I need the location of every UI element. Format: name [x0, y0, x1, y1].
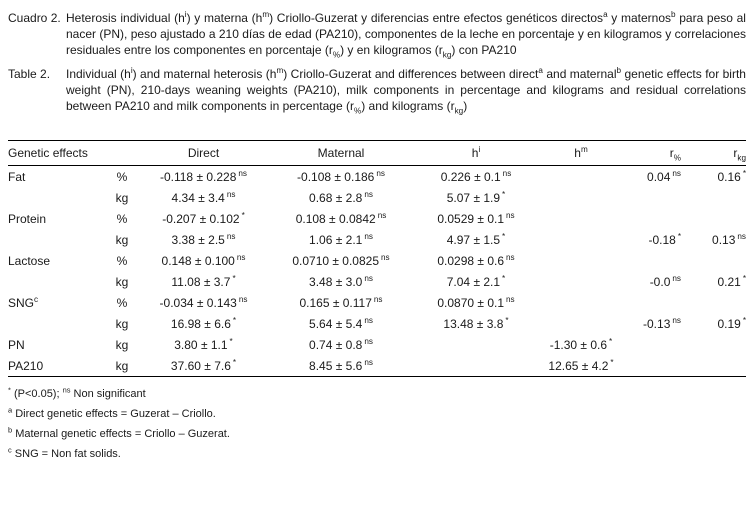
cell-r-percent — [626, 355, 681, 377]
cell-direct: 0.148 ± 0.100 $^{ns}$ — [161, 252, 246, 268]
cell-r-percent — [626, 250, 681, 271]
row-label: Lactose — [8, 253, 51, 268]
cell-hm — [536, 292, 626, 313]
cell-hi: 0.0298 ± 0.6 $^{ns}$ — [437, 252, 515, 268]
col-header-r-percent: $r_{\%}$ — [626, 141, 681, 166]
row-unit: % — [116, 211, 128, 226]
cell-direct: 37.60 ± 7.6 * — [141, 355, 266, 377]
cell-r-kg — [681, 334, 746, 355]
cell-maternal: 0.108 ± 0.0842 $^{ns}$ — [295, 210, 387, 226]
cell-hm: 12.65 ± 4.2 * — [536, 355, 626, 377]
cell-r-percent — [626, 334, 681, 355]
cell-direct: 4.34 ± 3.4 $^{ns}$ — [171, 189, 236, 205]
cell-hi: 5.07 ± 1.9 * — [446, 189, 506, 205]
cell-r-kg — [681, 355, 746, 377]
cell-maternal: 8.45 ± 5.6 $^{ns}$ — [266, 355, 416, 377]
row-protein-kg — [8, 229, 746, 250]
cell-direct: -0.118 ± 0.228 $^{ns}$ — [159, 168, 248, 184]
row-label — [8, 313, 103, 334]
col-header-unit — [103, 141, 141, 166]
caption-spanish — [8, 10, 746, 58]
cell-hm — [536, 187, 626, 208]
table-header-row — [8, 141, 746, 166]
cell-hm — [536, 271, 626, 292]
cell-direct: -0.207 ± 0.102 * — [162, 210, 245, 226]
row-fat-percent — [8, 166, 746, 188]
cell-maternal: -0.108 ± 0.186 $^{ns}$ — [297, 168, 385, 184]
row-label: Fat — [8, 169, 26, 184]
row-label: SNG$^c$ — [8, 294, 39, 310]
col-header-hi: $h^i$ — [416, 141, 536, 166]
footnote-maternal-effects: $^b$ Maternal genetic effects = Criollo – Guzerat. — [8, 425, 230, 440]
row-label — [8, 187, 103, 208]
cell-maternal: 0.74 ± 0.8 $^{ns}$ — [309, 336, 373, 352]
cell-hi — [416, 334, 536, 355]
cell-r-percent: -0.18 * — [648, 231, 681, 247]
cell-hm — [536, 166, 626, 188]
col-header-r-kg: $r_{kg}$ — [681, 141, 746, 166]
row-unit: kg — [115, 274, 129, 289]
cell-r-kg — [681, 250, 746, 271]
caption-english — [8, 66, 746, 114]
cell-direct: 11.08 ± 3.7 * — [171, 273, 236, 289]
caption-english-label: Table 2. — [8, 67, 51, 81]
cell-hi: 0.0529 ± 0.1 $^{ns}$ — [437, 210, 515, 226]
cell-r-percent: -0.13 $^{ns}$ — [643, 315, 681, 331]
caption-spanish-text: Heterosis individual $(h^i)$ y materna $(h^m)$ Criollo-Guzerat y diferencias entre efectos genéticos directos$^a$ y maternos$^b$ para peso al nacer (PN), peso ajustado a 210 días de edad (PA210), componentes de la leche en porcentaje y en kilogramos y correlaciones residuales entre los componentes en porcentaje $(r_{\%})$ y en kilogramos $(r_{kg})$ con PA210 — [66, 10, 746, 60]
footnote-significance: * (P<0.05); $^{ns}$ Non significant — [8, 385, 146, 400]
row-pa210 — [8, 355, 746, 377]
cell-hi: 0.226 ± 0.1 $^{ns}$ — [440, 168, 512, 184]
cell-hi: 7.04 ± 2.1 * — [446, 273, 506, 289]
cell-maternal: 1.06 ± 2.1 $^{ns}$ — [309, 231, 373, 247]
cell-r-kg — [681, 187, 746, 208]
footnotes — [8, 384, 746, 464]
cell-r-percent — [626, 187, 681, 208]
cell-hm: -1.30 ± 0.6 * — [549, 336, 613, 352]
table-head — [8, 141, 746, 166]
row-pn — [8, 334, 746, 355]
cell-maternal: 0.165 ± 0.117 $^{ns}$ — [299, 294, 383, 310]
cell-r-kg: 0.16 * — [717, 168, 746, 184]
cell-maternal: 0.68 ± 2.8 $^{ns}$ — [309, 189, 373, 205]
cell-r-percent: 0.04 $^{ns}$ — [647, 168, 681, 184]
cell-direct: 16.98 ± 6.6 * — [170, 315, 237, 331]
row-label: Protein — [8, 211, 47, 226]
footnote-sng-definition: $^c$ SNG = Non fat solids. — [8, 445, 121, 460]
row-protein-percent — [8, 208, 746, 229]
col-header-direct: Direct — [141, 141, 266, 166]
cell-hi: 0.0870 ± 0.1 $^{ns}$ — [437, 294, 515, 310]
row-lactose-percent — [8, 250, 746, 271]
row-label: PA210 — [8, 355, 103, 377]
row-unit: kg — [103, 355, 141, 377]
cell-hm — [536, 208, 626, 229]
row-unit: % — [116, 169, 128, 184]
cell-r-percent — [626, 208, 681, 229]
cell-hm — [536, 250, 626, 271]
row-label — [8, 229, 103, 250]
cell-maternal: 5.64 ± 5.4 $^{ns}$ — [309, 315, 373, 331]
row-lactose-kg — [8, 271, 746, 292]
row-label — [8, 271, 103, 292]
row-unit: kg — [115, 190, 129, 205]
cell-r-percent — [626, 292, 681, 313]
caption-english-text: Individual $(h^i)$ and maternal heterosis $(h^m)$ Criollo-Guzerat and differences between direct$^a$ and maternal$^b$ genetic effects for birth weight (PN), 210-days weaning weights (PA210), milk components in percentage and kilograms and residual correlations between PA210 and milk components in percentage $(r_{\%})$ and kilograms $(r_{kg})$ — [66, 66, 746, 116]
cell-maternal: 0.0710 ± 0.0825 $^{ns}$ — [292, 252, 390, 268]
row-fat-kg — [8, 187, 746, 208]
col-header-genetic-effects: Genetic effects — [8, 141, 103, 166]
cell-r-kg: 0.19 * — [717, 315, 746, 331]
row-unit: % — [116, 253, 128, 268]
footnote-direct-effects: $^a$ Direct genetic effects = Guzerat – Criollo. — [8, 405, 216, 420]
row-sng-kg — [8, 313, 746, 334]
cell-r-kg — [681, 292, 746, 313]
row-unit: % — [116, 295, 128, 310]
row-unit: kg — [115, 232, 129, 247]
cell-hi — [416, 355, 536, 377]
cell-r-kg: 0.21 * — [717, 273, 746, 289]
cell-maternal: 3.48 ± 3.0 $^{ns}$ — [309, 273, 373, 289]
cell-direct: 3.38 ± 2.5 $^{ns}$ — [171, 231, 236, 247]
heterosis-table — [8, 140, 746, 377]
row-label: PN — [8, 337, 25, 352]
cell-direct: -0.034 ± 0.143 $^{ns}$ — [159, 294, 248, 310]
table-body — [8, 166, 746, 377]
cell-hm — [536, 313, 626, 334]
cell-r-kg: 0.13 $^{ns}$ — [712, 231, 746, 247]
cell-r-percent: -0.0 $^{ns}$ — [649, 273, 681, 289]
row-unit: kg — [115, 316, 129, 331]
row-unit: kg — [115, 337, 129, 352]
col-header-hm: $h^m$ — [536, 141, 626, 166]
cell-direct: 3.80 ± 1.1 * — [174, 336, 233, 352]
cell-r-kg — [681, 208, 746, 229]
row-sng-percent — [8, 292, 746, 313]
col-header-maternal: Maternal — [266, 141, 416, 166]
caption-spanish-label: Cuadro 2. — [8, 11, 61, 25]
cell-hi: 4.97 ± 1.5 * — [446, 231, 506, 247]
cell-hi: 13.48 ± 3.8 * — [443, 315, 509, 331]
cell-hm — [536, 229, 626, 250]
